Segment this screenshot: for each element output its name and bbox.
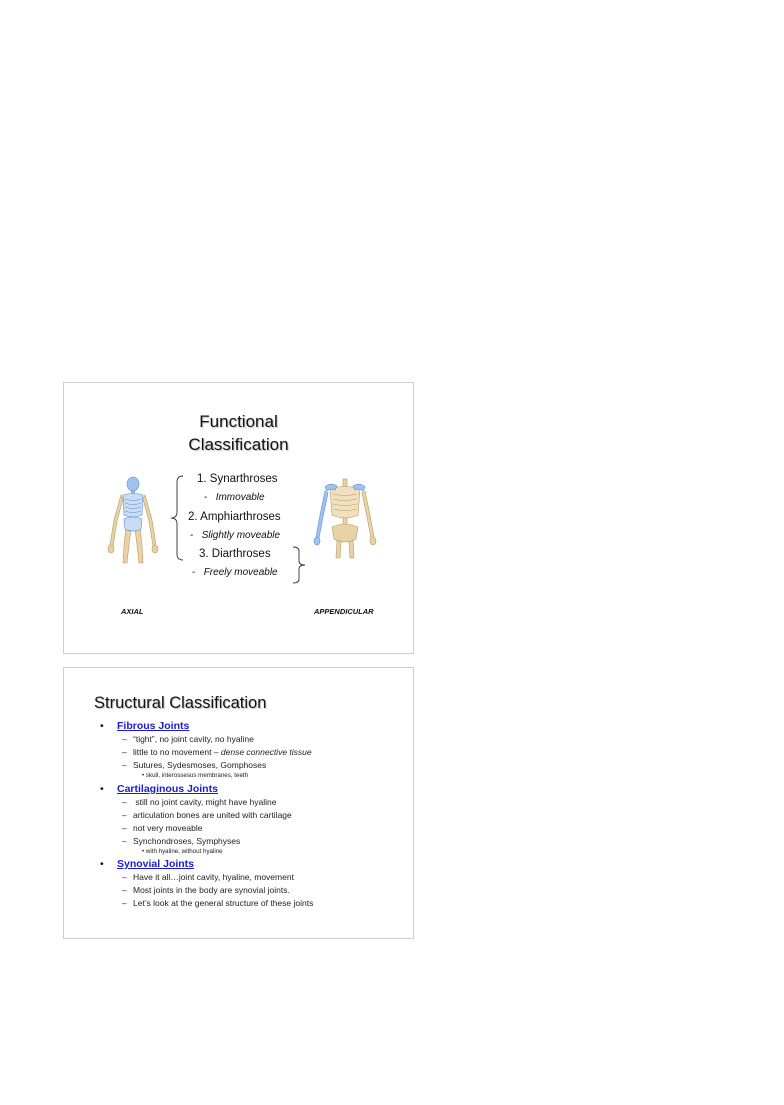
link-fibrous-joints[interactable]: Fibrous Joints [117,720,190,732]
sub-list-item: • with hyaline, without hyaline [142,848,223,855]
item-amphiarthroses-desc: - Slightly moveable [190,530,281,541]
list-item: – Most joints in the body are synovial joints. [122,885,290,895]
slide-title [64,410,413,456]
list-item: – “tight”, no joint cavity, no hyaline [122,734,254,744]
item-synarthroses-desc: - Immovable [204,492,265,503]
dash: - [192,567,196,578]
list-item: – articulation bones are united with cartilage [122,810,292,820]
slide-title: Structural Classification [94,694,267,712]
link-cartilaginous-joints[interactable]: Cartilaginous Joints [117,783,218,795]
list-item: – still no joint cavity, might have hyaline [122,797,277,807]
dash: - [204,492,208,503]
caption-axial: AXIAL [121,607,144,616]
link-synovial-joints[interactable]: Synovial Joints [117,858,195,870]
bullet: • [100,858,104,870]
left-brace [170,475,184,561]
appendicular-skeleton-image [310,477,380,559]
title-line-1: Functional [199,412,278,431]
bullet: • [100,720,104,732]
dash: - [190,530,194,541]
axial-skeleton-image [104,475,162,565]
right-brace [292,546,306,584]
item-synarthroses: 1. Synarthroses [197,473,278,485]
bullet: • [100,783,104,795]
slide-structural-classification [63,667,414,939]
item-diarthroses: 3. Diarthroses [199,548,271,560]
slide-functional-classification [63,382,414,654]
list-item: – not very moveable [122,823,203,833]
title-line-2: Classification [188,435,289,454]
list-item: – Have it all…joint cavity, hyaline, movement [122,872,294,882]
list-item: – Sutures, Sydesmoses, Gomphoses [122,760,267,770]
list-item: – Let’s look at the general structure of these joints [122,898,314,908]
caption-appendicular: APPENDICULAR [314,607,374,616]
sub-list-item: • skull, interossesus membranes, teeth [142,772,249,779]
list-item: – little to no movement – dense connective tissue [122,747,312,757]
list-item: – Synchondroses, Symphyses [122,836,241,846]
item-amphiarthroses: 2. Amphiarthroses [188,511,281,523]
item-diarthroses-desc: - Freely moveable [192,567,278,578]
